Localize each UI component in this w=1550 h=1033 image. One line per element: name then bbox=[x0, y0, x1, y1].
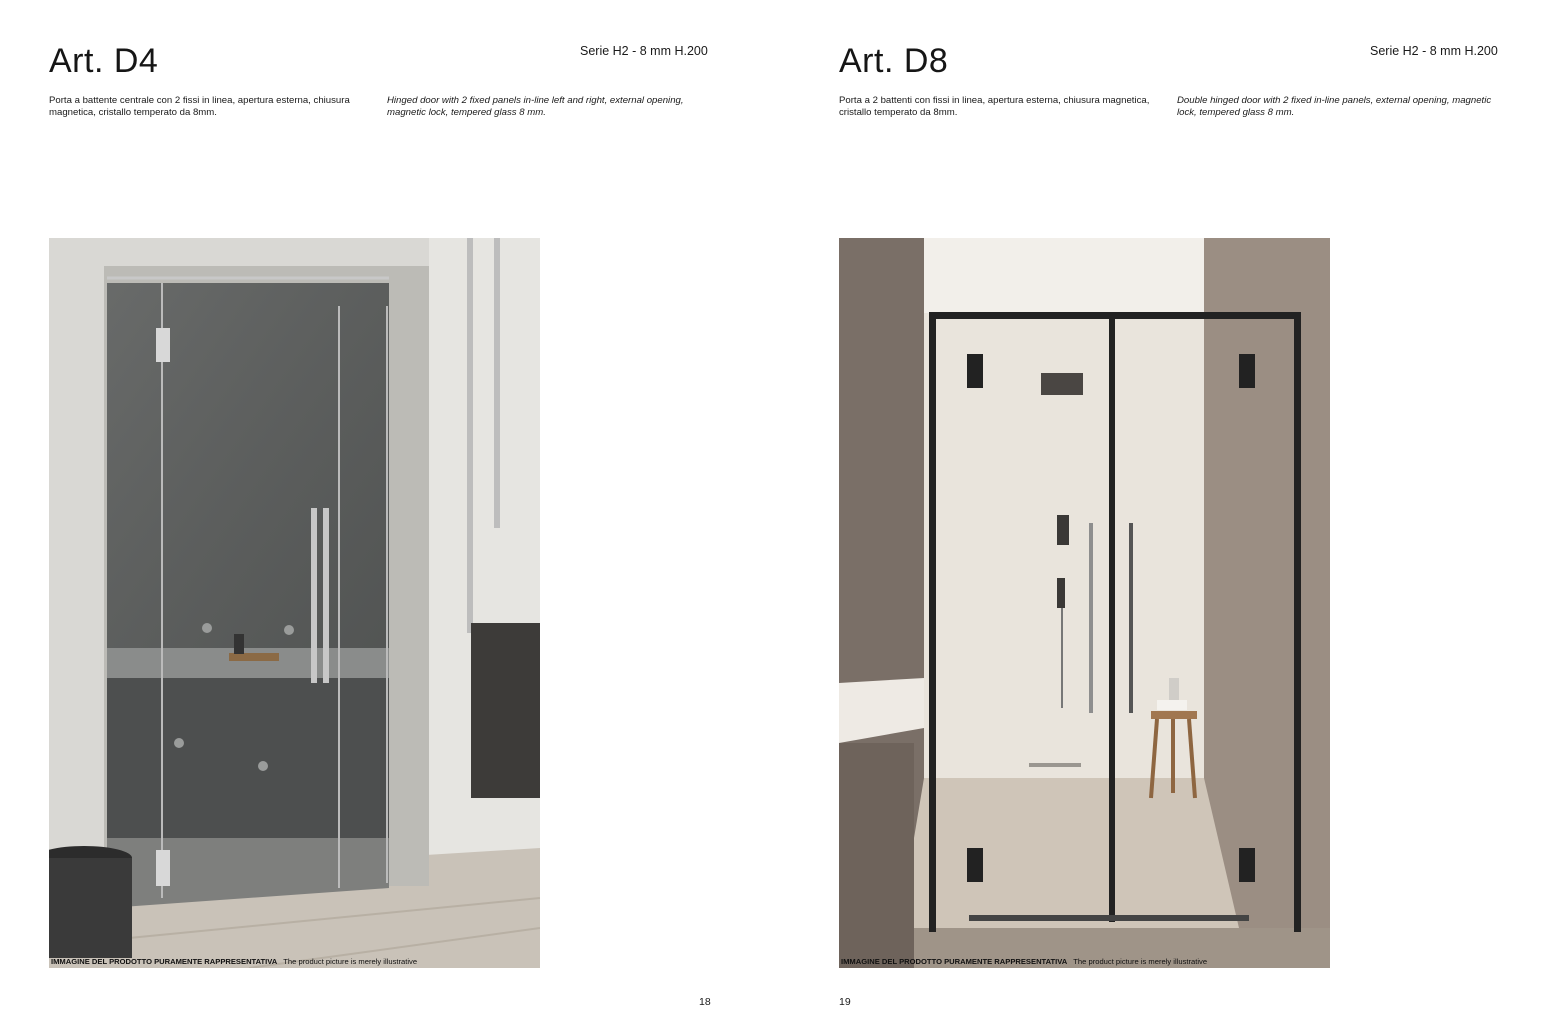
series-label: Serie H2 - 8 mm H.200 bbox=[1370, 44, 1498, 58]
caption-english: The product picture is merely illustrative bbox=[283, 957, 418, 966]
description-english: Double hinged door with 2 fixed in-line panels, external opening, magnetic lock, tempered glass 8 mm. bbox=[1177, 95, 1492, 118]
page-number: 19 bbox=[839, 996, 851, 1008]
product-photo-d4 bbox=[49, 238, 540, 968]
caption-italian: IMMAGINE DEL PRODOTTO PURAMENTE RAPPRESENTATIVA bbox=[841, 957, 1068, 966]
shower-illustration-d4 bbox=[49, 238, 540, 968]
product-title: Art. D8 bbox=[839, 42, 949, 80]
description-italian: Porta a battente centrale con 2 fissi in linea, apertura esterna, chiusura magnetica, cristallo temperato da 8mm. bbox=[49, 95, 350, 118]
caption-italian: IMMAGINE DEL PRODOTTO PURAMENTE RAPPRESENTATIVA bbox=[51, 957, 278, 966]
photo-caption bbox=[51, 957, 417, 966]
right-page bbox=[790, 0, 1550, 1033]
page-number: 18 bbox=[699, 996, 711, 1008]
series-label: Serie H2 - 8 mm H.200 bbox=[580, 44, 708, 58]
product-title: Art. D4 bbox=[49, 42, 159, 80]
description-english: Hinged door with 2 fixed panels in-line left and right, external opening, magnetic lock, tempered glass 8 mm. bbox=[387, 95, 684, 118]
product-photo-d8 bbox=[839, 238, 1330, 968]
caption-english: The product picture is merely illustrative bbox=[1073, 957, 1208, 966]
photo-caption bbox=[841, 957, 1207, 966]
shower-illustration-d8 bbox=[839, 238, 1330, 968]
description-italian: Porta a 2 battenti con fissi in linea, apertura esterna, chiusura magnetica, cristallo temperato da 8mm. bbox=[839, 95, 1150, 118]
